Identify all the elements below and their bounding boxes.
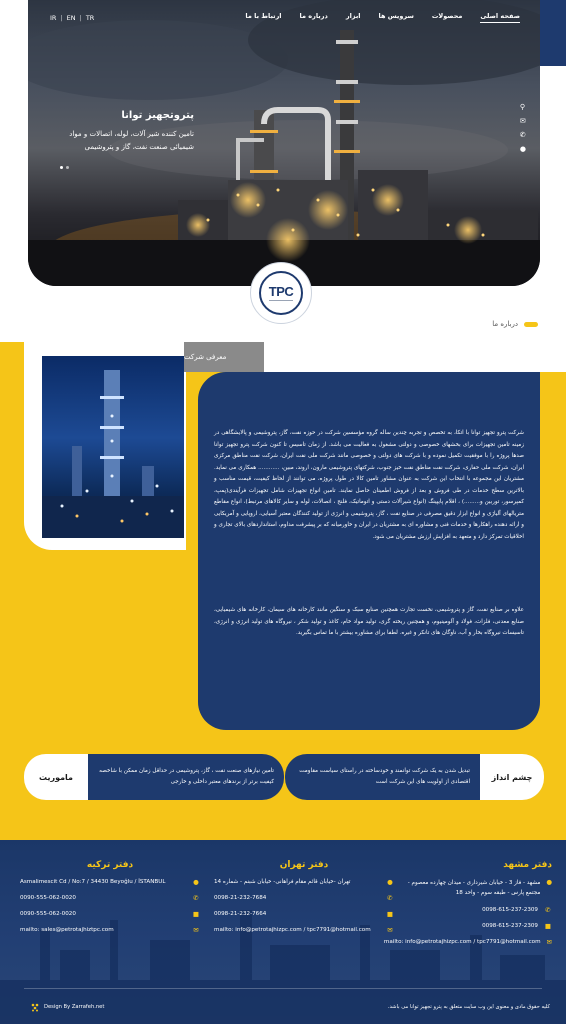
mail-icon: ✉ [546,938,552,946]
mail-icon[interactable]: ✉ [519,117,526,125]
office-turkey-address: Asmalimescit Cd / No:7 / 34430 Beyoğlu / İSTANBUL [20,879,166,885]
company-logo[interactable] [250,262,312,324]
company-intro-card [198,372,540,730]
search-icon[interactable]: ⚲ [519,103,526,111]
nav-products[interactable]: محصولات [431,12,463,20]
mission-title: ماموریت [24,754,88,800]
logo-text: TPC [268,284,294,299]
mission-text: تامین نیازهای صنعت نفت ، گاز، پتروشیمی در حداقل زمان ممکن با شاخصه کیفیت برتر از برندهای معتبر داخلی و خارجی [88,754,284,800]
copyright-text: کلیه حقوق مادی و معنوی این وب سایت متعلق به پترو تجهیز توانا می باشد. [387,1004,550,1010]
nav-tools[interactable]: ابزار [345,12,361,20]
location-icon[interactable]: ● [519,145,526,153]
refinery-photo-art [42,356,184,538]
designer-logo-icon [30,1002,40,1012]
location-icon: ● [546,878,552,886]
site-footer [0,840,566,1024]
footer-divider [24,988,542,989]
hero-corner-bar [540,0,566,66]
nav-home[interactable]: صفحه اصلی [480,12,520,23]
location-icon: ● [193,878,199,886]
office-mashhad-email[interactable]: mailto: info@petrotajhizpc.com / tpc7791@hotmail.com [383,939,541,945]
slider-dot[interactable] [66,166,69,169]
intro-tab-label: معرفی شرکت [184,353,227,361]
main-nav [245,12,520,23]
office-mashhad-fax: 0098-615-237-2309 [482,923,538,929]
office-tehran-email-row [214,926,394,934]
logo-underline [269,300,293,301]
phone-icon: ✆ [193,894,199,902]
lang-separator: | [79,14,82,22]
logo-ring [259,271,303,315]
office-tehran-title: دفتر تهران [279,860,329,870]
office-tehran-address-row [214,878,394,886]
nav-about[interactable]: درباره ما [299,12,328,20]
office-turkey-fax: 0090-555-062-0020 [20,911,76,917]
office-mashhad [383,860,552,946]
office-mashhad-phone-row [402,906,552,914]
office-turkey-fax-row [20,910,200,918]
fax-icon: ■ [544,922,552,930]
mission-block [24,754,284,800]
office-turkey-email[interactable]: mailto: sales@petrotajhiztpc.com [20,927,114,933]
lang-tr[interactable]: TR [85,14,95,22]
office-turkey-phone-row [20,894,200,902]
refinery-photo [42,356,184,538]
office-turkey-title: دفتر ترکیه [86,860,134,870]
office-turkey [20,860,200,934]
designer-credit-text: Design By Zarrafeh.net [44,1004,105,1010]
office-mashhad-email-row [383,938,552,946]
office-tehran-phone-row [214,894,394,902]
office-turkey-address-row [20,878,200,886]
company-intro-tab[interactable] [184,342,264,372]
location-icon: ● [387,878,393,886]
hero-subtitle: تامین کننده شیر آلات، لوله، اتصالات و مواد شیمیائی صنعت نفت، گاز و پتروشیمی [69,130,194,151]
section-marker [524,322,538,327]
office-tehran-address: تهران -خیابان قائم مقام فراهانی- خیابان شبنم - شماره 14 [214,879,351,885]
office-tehran [214,860,394,934]
vision-text: تبدیل شدن به یک شرکت توانمند و خودساخته در راستای سیاست مقاومت اقتصادی از اولویت های این شرکت است [285,754,480,800]
office-mashhad-address: مشهد - فاز 3 - خیابان شیرداری - میدان چهارده معصوم - مجتمع پارس - طبقه سوم - واحد 18 [407,880,541,896]
vision-title: چشم انداز [480,754,544,800]
nav-services[interactable]: سرویس ها [378,12,414,20]
office-tehran-fax: 0098-21-232-7664 [214,911,267,917]
designer-credit[interactable] [30,1002,104,1012]
about-section-label [492,320,538,328]
office-tehran-phone[interactable]: 0098-21-232-7684 [214,895,267,901]
lang-separator: | [60,14,63,22]
lang-ir[interactable]: IR [50,14,57,22]
nav-contact[interactable]: ارتباط با ما [245,12,282,20]
phone-icon[interactable]: ✆ [519,131,526,139]
about-label-text: درباره ما [492,320,518,328]
slider-dot[interactable] [60,166,63,169]
fax-icon: ■ [192,910,200,918]
intro-paragraph-2: علاوه بر صنایع نفت، گاز و پتروشیمی، نخست تجارت همچنین صنایع سبک و سنگین مانند کارخانه های سیمان، کارخانه های شیمیایی، صنایع معدنی، فلزات، فولاد و آلومینیوم، و همچنین ریخته گری، تولید مواد خام، کاغذ و تولید شکر ، نیروگاه های تولید انرژی و انرژی، تاسیسات نیروگاه بخار و آب، ناوگان های تانکر و غیره. لطفا برای مشاوره بیشتر با ما تماس بگیرید. [214,607,524,636]
about-top-strip [264,342,566,372]
office-mashhad-title: دفتر مشهد [503,860,552,870]
hero-side-icons [520,104,526,153]
phone-icon: ✆ [387,894,393,902]
phone-icon: ✆ [545,906,551,914]
vision-block [285,754,544,800]
office-mashhad-fax-row [402,922,552,930]
mail-icon: ✉ [193,926,199,934]
language-switcher [50,14,94,22]
lang-en[interactable]: EN [66,14,76,22]
office-tehran-email[interactable]: mailto: info@petrotajhizpc.com / tpc7791@hotmail.com [214,927,371,933]
intro-paragraph-1: شرکت پترو تجهیز توانا با اتکا، به تخصص و تجربه چندین ساله گروه مؤسسین شرکت در حوزه نفت، گاز، پتروشیمی و پالایشگاهی در زمینه تامین تجهیزات برای بخشهای خصوصی و دولتی مشغول به فعالیت می باشد. از زمان تاسیس تا کنون شرکت پترو تجهیز توانا صدها پروژه را با موفقیت تکمیل نموده و با شرکت های دولتی و خصوصی مانند شرکت ملی نفت ایران، شرکت نفت مناطق مرکزی ایران، شرکت ملی حفاری، شرکت نفت مناطق نفت خیز جنوب، شرکتهای پتروشیمی مارون، اروند، مبین، ............ همکاری می نماید. مشتریان این مجموعه با انتخاب این شرکت به عنوان مشاور تامین کالا در طول پروژه، می توانند از لحاظ کیفیت، قیمت مناسب و بالاترین سطح خدمات در طی فروش و بعد از فروش اطمینان حاصل نمایند. تامین انواع تجهیزات شامل تجهیزات فرآیندی‌(پمپ، کمپرسور، توربین و.........) ، اقلام پایپینگ (انواع شیرآلات دستی و اتوماتیک، فلنج ، اتصالات، لوله و سایر کالاهای مرتبط)، انواع مقاطع متریالهای آلیاژی و انواع ابزار دقیق مصرفی در صنایع نفت ، گاز، پتروشیمی و انرژی از تولید کنندگان معتبر آسیایی، اروپایی و آمریکایی و ارائه دهنده راهکارها و خدمات فنی و مشاوره ای به مشتریان در ایران و خاورمیانه که بر پیشرفت مداوم، استانداردهای بالای تجاری و اخلاقیات تمرکز دارد و متعهد به افزایش ارزش مشتریان می شود. [214,430,524,540]
office-mashhad-phone[interactable]: 0098-615-237-2309 [482,907,538,913]
hero-banner [28,0,540,286]
office-mashhad-address-row [402,878,552,898]
hero-title: پتروتجهیز توانا [121,110,194,121]
office-turkey-phone[interactable]: 0090-555-062-0020 [20,895,76,901]
hero-slider-dots [60,166,69,169]
office-turkey-email-row [20,926,200,934]
mail-icon: ✉ [387,926,393,934]
fax-icon: ■ [386,910,394,918]
office-tehran-fax-row [214,910,394,918]
